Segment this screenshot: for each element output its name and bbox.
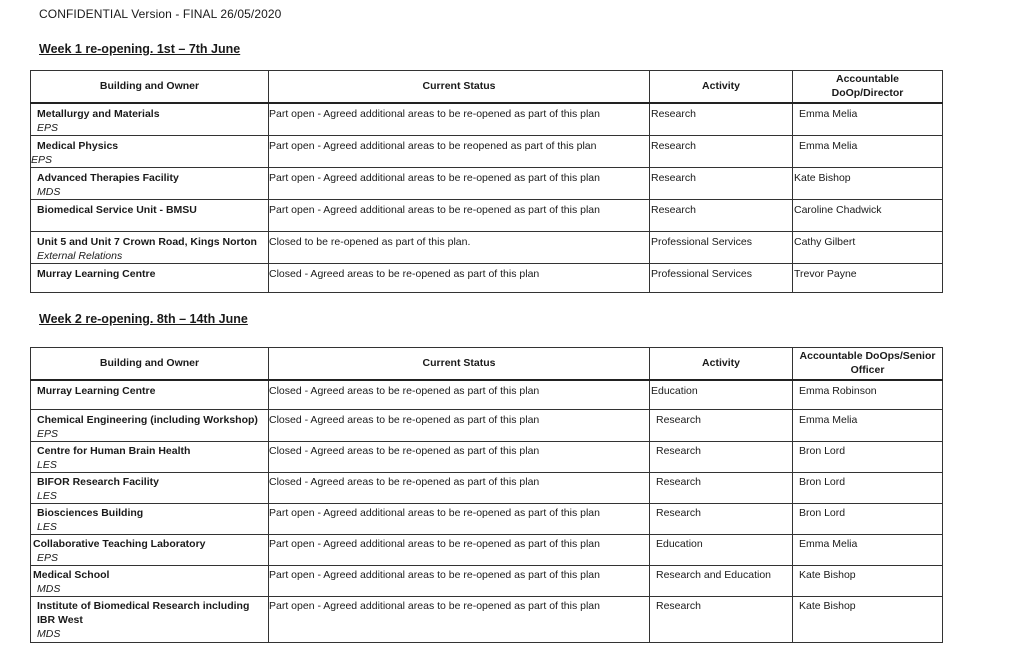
activity-text: Research (651, 107, 696, 120)
table-row (31, 535, 943, 566)
status-cell (269, 264, 650, 293)
table-header-row (31, 71, 943, 103)
accountable-text: Trevor Payne (794, 268, 857, 280)
activity-text: Research (656, 600, 701, 612)
activity-cell (650, 103, 793, 136)
accountable-text: Emma Melia (799, 107, 858, 120)
building-owner: EPS (37, 121, 59, 134)
activity-text: Research (651, 204, 696, 216)
table-row (31, 566, 943, 597)
week2-title: Week 2 re-opening. 8th – 14th June (39, 312, 248, 326)
accountable-cell (793, 200, 943, 232)
status-text: Part open - Agreed additional areas to be re-opened as part of this plan (269, 107, 600, 120)
week1-title: Week 1 re-opening. 1st – 7th June (39, 42, 241, 56)
table-row (31, 597, 943, 643)
table-row (31, 380, 943, 410)
column-header-accountable-line2: DoOp/Director (831, 87, 904, 100)
status-cell (269, 232, 650, 264)
building-cell (31, 264, 269, 293)
building-owner: MDS (37, 628, 61, 640)
accountable-cell (793, 566, 943, 597)
activity-text: Professional Services (651, 236, 752, 248)
building-owner: EPS (37, 428, 59, 440)
activity-text: Research (656, 476, 701, 488)
table-row (31, 504, 943, 535)
accountable-text: Emma Melia (799, 414, 858, 426)
activity-cell (650, 264, 793, 293)
status-text: Part open - Agreed additional areas to be re-opened as part of this plan (269, 507, 600, 519)
building-cell (31, 200, 269, 232)
status-cell (269, 442, 650, 473)
building-cell (31, 566, 269, 597)
status-text: Part open - Agreed additional areas to be re-opened as part of this plan (269, 569, 600, 581)
activity-cell (650, 504, 793, 535)
column-header-status: Current Status (269, 71, 650, 103)
accountable-cell (793, 442, 943, 473)
building-name: BIFOR Research Facility (37, 476, 159, 488)
building-name: Advanced Therapies Facility (37, 172, 179, 184)
accountable-cell (793, 264, 943, 293)
status-text: Part open - Agreed additional areas to be reopened as part of this plan (269, 140, 597, 152)
activity-text: Education (651, 384, 698, 397)
building-cell (31, 103, 269, 136)
building-cell (31, 504, 269, 535)
building-owner: EPS (31, 154, 53, 166)
column-header-accountable (793, 71, 943, 103)
building-owner: External Relations (37, 250, 123, 262)
accountable-cell (793, 597, 943, 643)
building-name: Unit 5 and Unit 7 Crown Road, Kings Norton (37, 236, 257, 248)
status-cell (269, 504, 650, 535)
building-cell (31, 410, 269, 442)
table-row (31, 168, 943, 200)
status-cell (269, 380, 650, 410)
building-name: Medical School (33, 569, 110, 581)
column-header-activity: Activity (650, 348, 793, 380)
accountable-text: Kate Bishop (799, 600, 856, 612)
accountable-text: Bron Lord (799, 507, 846, 519)
status-cell (269, 410, 650, 442)
building-cell (31, 136, 269, 168)
activity-cell (650, 136, 793, 168)
activity-text: Research (656, 445, 701, 457)
activity-text: Research (651, 172, 696, 184)
activity-cell (650, 168, 793, 200)
table-header-row (31, 348, 943, 380)
building-cell (31, 442, 269, 473)
week1-table (30, 70, 943, 293)
column-header-accountable (793, 348, 943, 380)
building-cell (31, 168, 269, 200)
building-cell (31, 232, 269, 264)
table-row (31, 473, 943, 504)
building-owner: MDS (37, 583, 61, 595)
accountable-text: Emma Melia (799, 140, 858, 152)
column-header-accountable-line2: Officer (850, 364, 885, 377)
activity-cell (650, 473, 793, 504)
building-cell (31, 380, 269, 410)
status-text: Closed - Agreed areas to be re-opened as part of this plan (269, 268, 540, 280)
building-cell (31, 473, 269, 504)
activity-cell (650, 535, 793, 566)
accountable-text: Kate Bishop (799, 569, 856, 581)
activity-text: Research (656, 414, 701, 426)
activity-cell (650, 442, 793, 473)
status-text: Part open - Agreed additional areas to be re-opened as part of this plan (269, 204, 600, 216)
accountable-text: Emma Robinson (799, 384, 877, 397)
accountable-cell (793, 504, 943, 535)
accountable-text: Bron Lord (799, 476, 846, 488)
accountable-text: Emma Melia (799, 538, 858, 550)
status-text: Closed - Agreed areas to be re-opened as part of this plan (269, 476, 540, 488)
building-cell (31, 597, 269, 643)
status-cell (269, 535, 650, 566)
status-text: Part open - Agreed additional areas to be re-opened as part of this plan (269, 538, 600, 550)
status-text: Closed - Agreed areas to be re-opened as part of this plan (269, 384, 540, 397)
activity-cell (650, 410, 793, 442)
activity-text: Research and Education (656, 569, 771, 581)
column-header-status: Current Status (269, 348, 650, 380)
accountable-text: Kate Bishop (794, 172, 851, 184)
table-row (31, 410, 943, 442)
table-row (31, 232, 943, 264)
table-row (31, 264, 943, 293)
activity-cell (650, 380, 793, 410)
accountable-text: Caroline Chadwick (794, 204, 882, 216)
document-header: CONFIDENTIAL Version - FINAL 26/05/2020 (39, 7, 282, 21)
activity-text: Research (651, 140, 696, 152)
accountable-text: Bron Lord (799, 445, 846, 457)
status-cell (269, 168, 650, 200)
building-name: Biosciences Building (37, 507, 144, 519)
status-cell (269, 597, 650, 643)
column-header-building: Building and Owner (31, 71, 269, 103)
status-cell (269, 200, 650, 232)
building-name: Murray Learning Centre (37, 268, 156, 280)
building-name: Metallurgy and Materials (37, 107, 160, 120)
status-cell (269, 473, 650, 504)
accountable-cell (793, 136, 943, 168)
building-name: Medical Physics (37, 140, 119, 152)
building-owner: EPS (37, 552, 59, 564)
building-name: Chemical Engineering (including Workshop) (37, 414, 258, 426)
column-header-accountable-line1: Accountable DoOps/Senior (799, 350, 936, 363)
activity-text: Education (656, 538, 703, 550)
accountable-cell (793, 473, 943, 504)
table-row (31, 103, 943, 136)
accountable-cell (793, 168, 943, 200)
building-owner: LES (37, 490, 57, 502)
status-text: Closed - Agreed areas to be re-opened as part of this plan (269, 414, 540, 426)
activity-text: Professional Services (651, 268, 752, 280)
accountable-cell (793, 535, 943, 566)
activity-cell (650, 597, 793, 643)
accountable-cell (793, 232, 943, 264)
building-owner: LES (37, 459, 57, 471)
building-name: Murray Learning Centre (37, 384, 156, 397)
column-header-accountable-line1: Accountable (835, 73, 899, 86)
accountable-cell (793, 410, 943, 442)
activity-text: Research (656, 507, 701, 519)
status-cell (269, 566, 650, 597)
accountable-cell (793, 380, 943, 410)
status-cell (269, 136, 650, 168)
column-header-building: Building and Owner (31, 348, 269, 380)
status-text: Part open - Agreed additional areas to be re-opened as part of this plan (269, 600, 600, 612)
building-cell (31, 535, 269, 566)
status-cell (269, 103, 650, 136)
table-row (31, 200, 943, 232)
activity-cell (650, 200, 793, 232)
table-row (31, 442, 943, 473)
activity-cell (650, 232, 793, 264)
accountable-cell (793, 103, 943, 136)
building-name: Biomedical Service Unit - BMSU (37, 204, 197, 216)
building-owner: LES (37, 521, 57, 533)
status-text: Closed to be re-opened as part of this plan. (269, 236, 471, 248)
activity-cell (650, 566, 793, 597)
building-name: Centre for Human Brain Health (37, 445, 191, 457)
building-name: Institute of Biomedical Research including IBR West (37, 600, 250, 626)
accountable-text: Cathy Gilbert (794, 236, 856, 248)
week2-table (30, 347, 943, 643)
column-header-activity: Activity (650, 71, 793, 103)
building-owner: MDS (37, 186, 61, 198)
status-text: Part open - Agreed additional areas to be re-opened as part of this plan (269, 172, 600, 184)
building-name: Collaborative Teaching Laboratory (33, 538, 206, 550)
status-text: Closed - Agreed areas to be re-opened as part of this plan (269, 445, 540, 457)
table-row (31, 136, 943, 168)
